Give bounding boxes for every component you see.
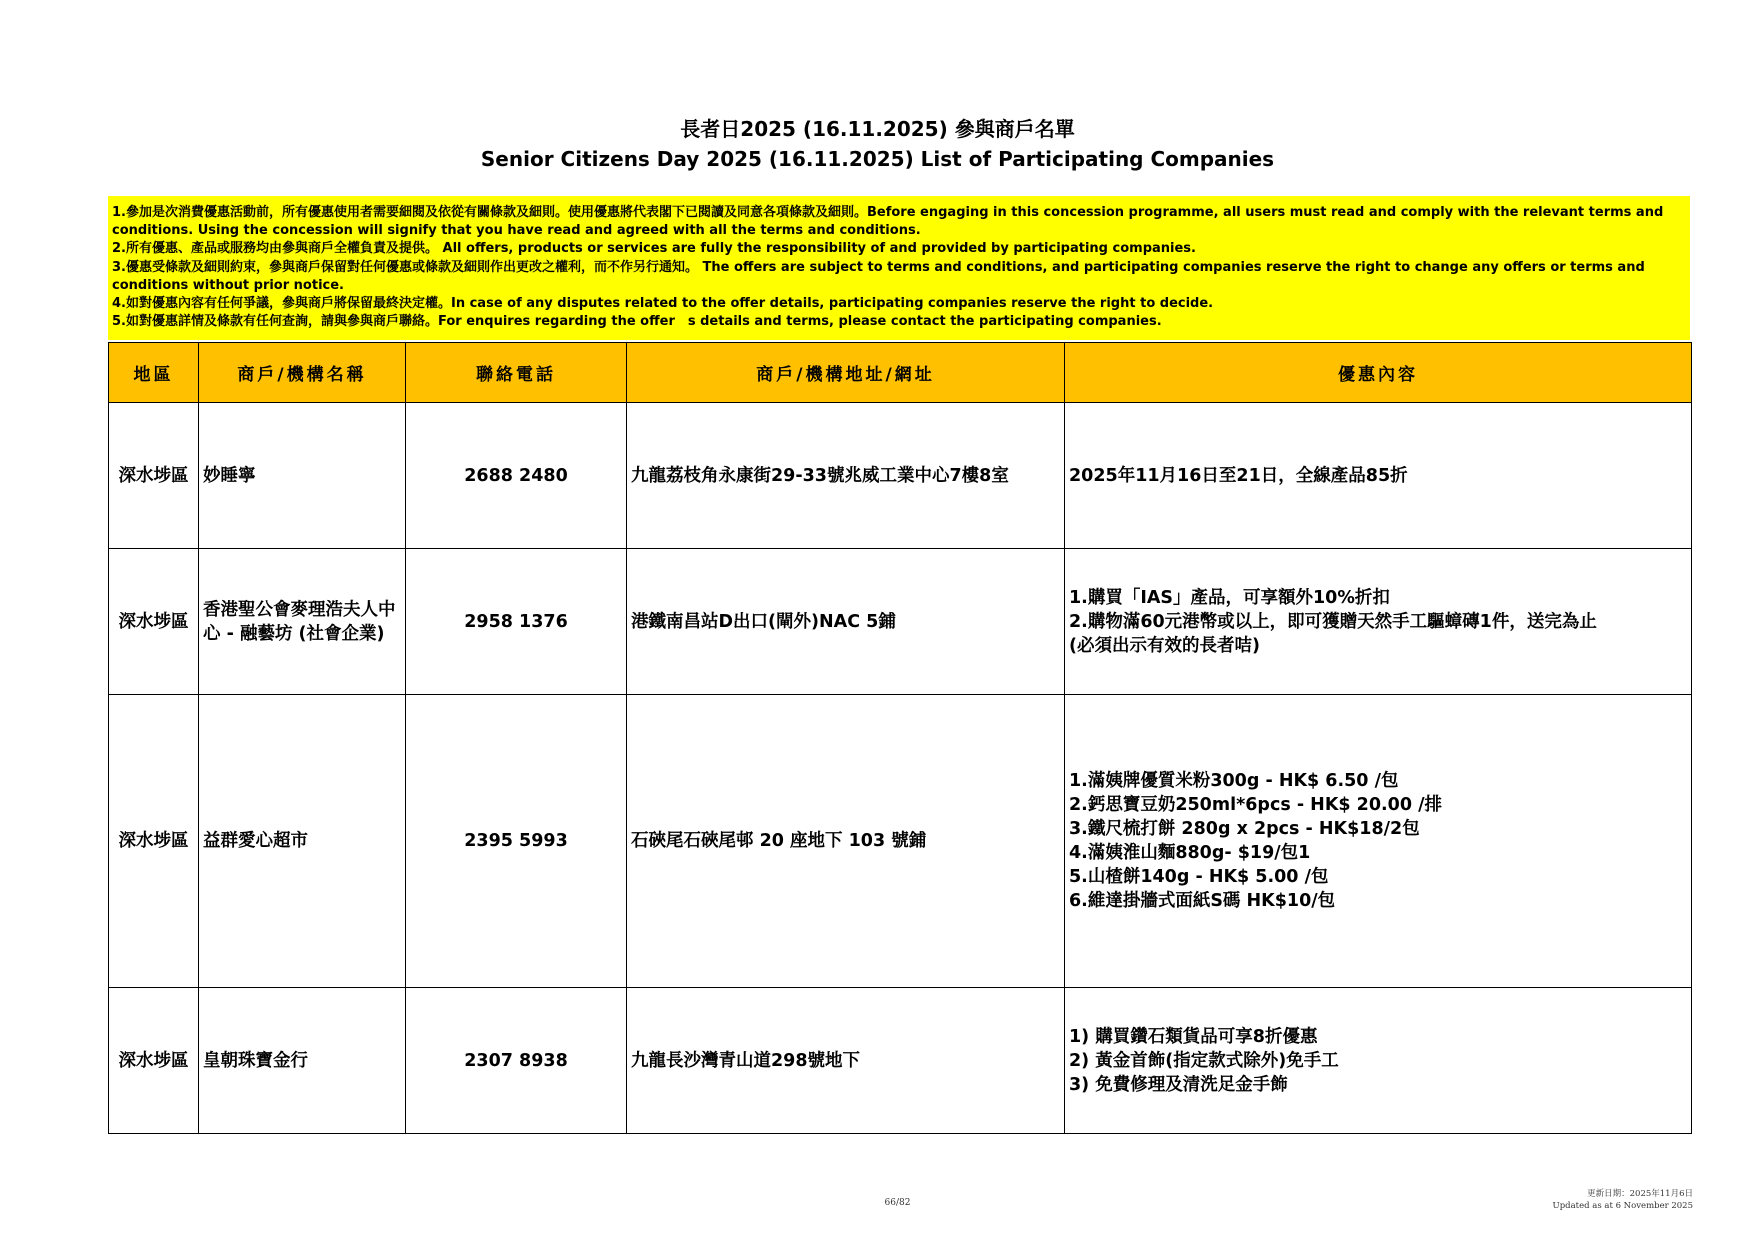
merchant-name-cell: 皇朝珠寶金行 bbox=[199, 988, 406, 1134]
table-row bbox=[109, 403, 1692, 549]
update-date-en: Updated as at 6 November 2025 bbox=[1552, 1201, 1693, 1211]
notice-item-2: 2.所有優惠、產品或服務均由參與商戶全權負責及提供。 All offers, products or services are fully the responsibility of and provided by participating companies. bbox=[112, 241, 1196, 257]
notice-item-3: 3.優惠受條款及細則約束，參與商戶保留對任何優惠或條款及細則作出更改之權利，而不作另行通知。 The offers are subject to terms and conditions, and participating companies reserve the right to change any offers or terms and conditions without prior notice. bbox=[112, 259, 1645, 293]
address-cell: 九龍荔枝角永康街29-33號兆威工業中心7樓8室 bbox=[627, 403, 1065, 549]
page-number: 66/82 bbox=[884, 1198, 911, 1208]
address-cell: 港鐵南昌站D出口(閘外)NAC 5鋪 bbox=[627, 549, 1065, 695]
table-row bbox=[109, 549, 1692, 695]
offer-line: 3) 免費修理及清洗足金手飾 bbox=[1069, 1074, 1288, 1095]
offer-line: 2.購物滿60元港幣或以上，即可獲贈天然手工驅蟑磚1件，送完為止 bbox=[1069, 611, 1597, 632]
offers-cell bbox=[1065, 988, 1692, 1134]
column-header-name: 商戶/機構名稱 bbox=[199, 343, 406, 403]
notice-item-5: 5.如對優惠詳情及條款有任何查詢，請與參與商戶聯絡。For enquires regarding the offer s details and terms, please contact the participating companies. bbox=[112, 314, 1162, 330]
address-cell: 石硤尾石硤尾邨 20 座地下 103 號鋪 bbox=[627, 695, 1065, 988]
offer-line: 1.滿姨牌優質米粉300g - HK$ 6.50 /包 bbox=[1069, 771, 1399, 791]
offers-cell bbox=[1065, 549, 1692, 695]
address-cell: 九龍長沙灣青山道298號地下 bbox=[627, 988, 1065, 1134]
table-row bbox=[109, 695, 1692, 988]
offer-line: 3.鐵尺梳打餅 280g x 2pcs - HK$18/2包 bbox=[1069, 819, 1420, 839]
table-row bbox=[109, 988, 1692, 1134]
offer-line: 2.鈣思寶豆奶250ml*6pcs - HK$ 20.00 /排 bbox=[1069, 795, 1442, 815]
phone-cell: 2307 8938 bbox=[406, 988, 627, 1134]
column-header-address: 商戶/機構地址/網址 bbox=[627, 343, 1065, 403]
district-cell: 深水埗區 bbox=[109, 695, 199, 988]
offer-line: (必須出示有效的長者咭) bbox=[1069, 635, 1260, 656]
update-date-zh: 更新日期：2025年11月6日 bbox=[1587, 1189, 1693, 1199]
column-header-offers: 優惠內容 bbox=[1065, 343, 1692, 403]
page-title-zh: 長者日2025 (16.11.2025) 參與商戶名單 bbox=[680, 117, 1075, 141]
column-header-phone: 聯絡電話 bbox=[406, 343, 627, 403]
offer-line: 4.滿姨淮山麵880g- $19/包1 bbox=[1069, 843, 1311, 863]
column-header-district: 地區 bbox=[109, 343, 199, 403]
offer-line: 1) 購買鑽石類貨品可享8折優惠 bbox=[1069, 1026, 1318, 1047]
merchant-table bbox=[108, 342, 1692, 1134]
phone-cell: 2395 5993 bbox=[406, 695, 627, 988]
terms-notice bbox=[108, 196, 1690, 340]
page-title-en: Senior Citizens Day 2025 (16.11.2025) List of Participating Companies bbox=[480, 147, 1275, 171]
district-cell: 深水埗區 bbox=[109, 549, 199, 695]
offers-cell bbox=[1065, 695, 1692, 988]
phone-cell: 2958 1376 bbox=[406, 549, 627, 695]
merchant-name-cell: 香港聖公會麥理浩夫人中心 - 融藝坊 (社會企業) bbox=[199, 549, 406, 695]
offer-line: 1.購買「IAS」產品，可享額外10%折扣 bbox=[1069, 587, 1390, 608]
phone-cell: 2688 2480 bbox=[406, 403, 627, 549]
notice-item-4: 4.如對優惠內容有任何爭議，參與商戶將保留最終決定權。In case of any disputes related to the offer details, participating companies reserve the right to decide. bbox=[112, 296, 1214, 312]
offer-line: 5.山楂餅140g - HK$ 5.00 /包 bbox=[1069, 867, 1329, 887]
offer-line: 2025年11月16日至21日，全線產品85折 bbox=[1069, 465, 1408, 486]
merchant-name-cell: 妙睡寧 bbox=[199, 403, 406, 549]
merchant-name-cell: 益群愛心超市 bbox=[199, 695, 406, 988]
table-header-row bbox=[109, 343, 1692, 403]
update-date bbox=[1553, 1188, 1693, 1212]
offers-cell bbox=[1065, 403, 1692, 549]
district-cell: 深水埗區 bbox=[109, 988, 199, 1134]
notice-item-1: 1.參加是次消費優惠活動前，所有優惠使用者需要細閱及依從有關條款及細則。使用優惠將代表閣下已閱讀及同意各項條款及細則。Before engaging in this concession programme, all users must read and comply with the relevant terms and conditions. Using the concession will signify that you have read and agreed with all the terms and conditions. bbox=[112, 205, 1664, 239]
district-cell: 深水埗區 bbox=[109, 403, 199, 549]
offer-line: 2) 黃金首飾(指定款式除外)免手工 bbox=[1069, 1050, 1339, 1071]
offer-line: 6.維達掛牆式面紙S碼 HK$10/包 bbox=[1069, 891, 1336, 911]
